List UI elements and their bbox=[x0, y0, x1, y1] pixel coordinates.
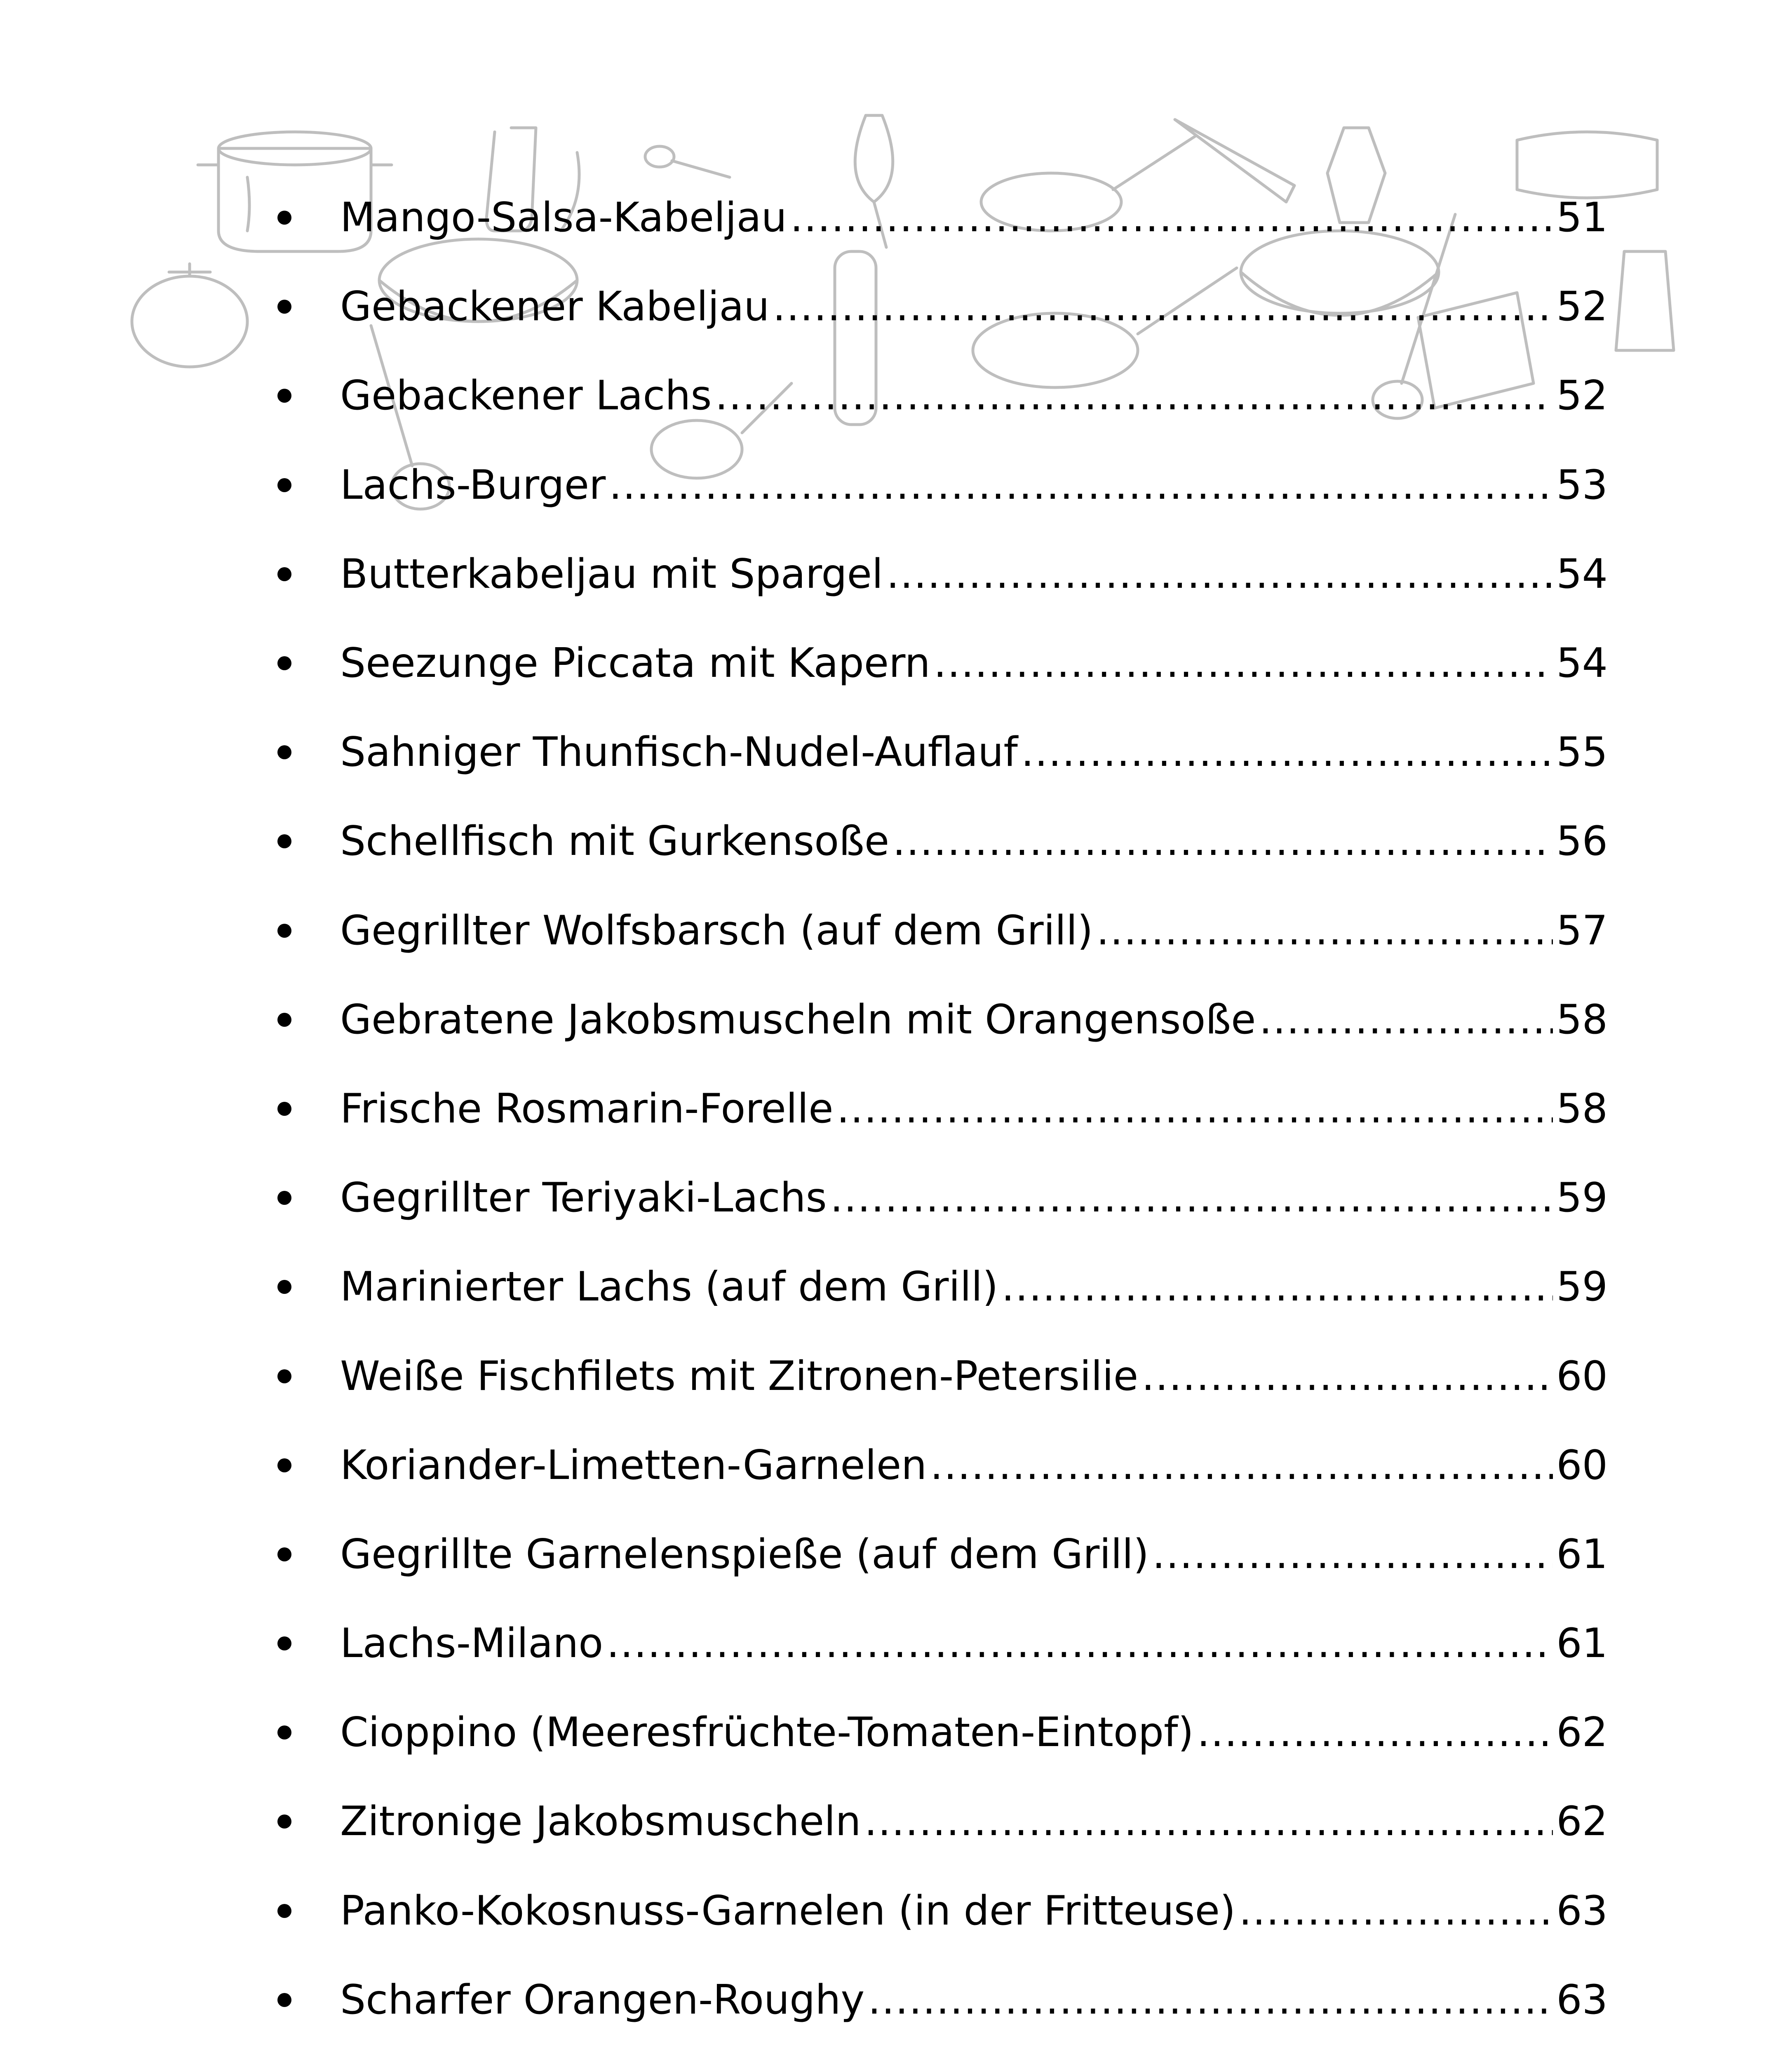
bullet-icon bbox=[277, 834, 291, 848]
toc-entry-line bbox=[340, 1085, 1608, 1132]
bullet-icon bbox=[277, 924, 291, 938]
bullet-icon bbox=[277, 478, 291, 492]
toc-entry[interactable] bbox=[280, 1064, 1608, 1153]
dot-leader bbox=[1197, 1712, 1553, 1753]
dot-leader bbox=[868, 1980, 1553, 2020]
toc-entry-page-number: 54 bbox=[1556, 550, 1608, 598]
toc-entry-line bbox=[340, 1441, 1608, 1489]
toc-entry-title: Lachs-Milano bbox=[340, 1620, 604, 1667]
toc-entry-page-number: 60 bbox=[1556, 1441, 1608, 1489]
toc-entry[interactable] bbox=[280, 1866, 1608, 1955]
toc-entry-line bbox=[340, 1620, 1608, 1667]
bullet-icon bbox=[277, 211, 291, 225]
toc-entry-page-number: 58 bbox=[1556, 996, 1608, 1043]
toc-entry-page-number: 61 bbox=[1556, 1530, 1608, 1578]
bullet-icon bbox=[277, 1636, 291, 1650]
toc-entry-line bbox=[340, 1352, 1608, 1400]
toc-entry[interactable] bbox=[280, 262, 1608, 351]
dot-leader bbox=[830, 1178, 1553, 1218]
bullet-icon bbox=[277, 1458, 291, 1472]
toc-entry-title: Gegrillter Wolfsbarsch (auf dem Grill) bbox=[340, 907, 1093, 954]
toc-entry-page-number: 53 bbox=[1556, 461, 1608, 509]
toc-entry-page-number: 57 bbox=[1556, 907, 1608, 954]
toc-entry-page-number: 54 bbox=[1556, 640, 1608, 687]
toc-entry-page-number: 61 bbox=[1556, 1620, 1608, 1667]
toc-entry-page-number: 55 bbox=[1556, 729, 1608, 776]
dot-leader bbox=[715, 376, 1553, 416]
spoon-icon bbox=[645, 146, 730, 177]
toc-entry-line bbox=[340, 1530, 1608, 1578]
toc-entry[interactable] bbox=[280, 886, 1608, 975]
dot-leader bbox=[790, 197, 1553, 238]
toc-entry-title: Gebratene Jakobsmuscheln mit Orangensoße bbox=[340, 996, 1256, 1043]
toc-entry-line bbox=[340, 1976, 1608, 2023]
grater-icon bbox=[1616, 251, 1674, 350]
toc-entry-line bbox=[340, 907, 1608, 954]
toc-entry-title: Scharfer Orangen-Roughy bbox=[340, 1976, 865, 2023]
toc-entry-line bbox=[340, 1174, 1608, 1222]
bullet-icon bbox=[277, 300, 291, 314]
dot-leader bbox=[1259, 1000, 1553, 1040]
dot-leader bbox=[1021, 732, 1553, 772]
toc-entry-title: Panko-Kokosnuss-Garnelen (in der Fritteuse) bbox=[340, 1887, 1236, 1934]
toc-entry-title: Sahniger Thunfisch-Nudel-Auflauf bbox=[340, 729, 1018, 776]
dot-leader bbox=[886, 554, 1553, 594]
toc-entry-line bbox=[340, 818, 1608, 865]
dot-leader bbox=[864, 1801, 1553, 1842]
toc-entry[interactable] bbox=[280, 1688, 1608, 1777]
toc-entry[interactable] bbox=[280, 1153, 1608, 1242]
bullet-icon bbox=[277, 1280, 291, 1294]
toc-entry-title: Lachs-Burger bbox=[340, 461, 606, 509]
dot-leader bbox=[1239, 1891, 1553, 1931]
toc-entry-title: Frische Rosmarin-Forelle bbox=[340, 1085, 834, 1132]
bullet-icon bbox=[277, 1191, 291, 1205]
table-of-contents bbox=[280, 173, 1608, 2061]
dot-leader bbox=[609, 465, 1553, 505]
toc-entry-line bbox=[340, 996, 1608, 1043]
toc-entry-page-number: 59 bbox=[1556, 1263, 1608, 1311]
toc-entry-line bbox=[340, 1798, 1608, 1845]
toc-entry-title: Butterkabeljau mit Spargel bbox=[340, 550, 883, 598]
toc-entry[interactable] bbox=[280, 441, 1608, 530]
toc-entry-page-number: 63 bbox=[1556, 1887, 1608, 1934]
toc-entry-page-number: 52 bbox=[1556, 283, 1608, 331]
toc-entry[interactable] bbox=[280, 173, 1608, 262]
toc-entry-title: Cioppino (Meeresfrüchte-Tomaten-Eintopf) bbox=[340, 1709, 1194, 1756]
toc-entry-page-number: 51 bbox=[1556, 194, 1608, 242]
toc-entry-line bbox=[340, 550, 1608, 598]
toc-entry-line bbox=[340, 372, 1608, 420]
toc-entry-page-number: 60 bbox=[1556, 1352, 1608, 1400]
toc-entry[interactable] bbox=[280, 975, 1608, 1064]
toc-entry-title: Gebackener Lachs bbox=[340, 372, 712, 420]
dot-leader bbox=[1141, 1356, 1553, 1397]
bullet-icon bbox=[277, 1013, 291, 1027]
toc-entry-title: Weiße Fischfilets mit Zitronen-Petersilie bbox=[340, 1352, 1139, 1400]
bullet-icon bbox=[277, 1102, 291, 1116]
toc-entry-page-number: 56 bbox=[1556, 818, 1608, 865]
toc-entry-page-number: 62 bbox=[1556, 1798, 1608, 1845]
toc-entry-title: Gegrillte Garnelenspieße (auf dem Grill) bbox=[340, 1530, 1149, 1578]
bullet-icon bbox=[277, 1904, 291, 1918]
toc-entry[interactable] bbox=[280, 351, 1608, 440]
dot-leader bbox=[1097, 911, 1553, 951]
dot-leader bbox=[773, 286, 1553, 327]
bullet-icon bbox=[277, 1815, 291, 1829]
toc-entry-title: Koriander-Limetten-Garnelen bbox=[340, 1441, 927, 1489]
toc-entry-page-number: 58 bbox=[1556, 1085, 1608, 1132]
bullet-icon bbox=[277, 567, 291, 581]
dot-leader bbox=[836, 1089, 1553, 1129]
toc-entry[interactable] bbox=[280, 1955, 1608, 2045]
bullet-icon bbox=[277, 1547, 291, 1561]
toc-entry-line bbox=[340, 283, 1608, 331]
dot-leader bbox=[930, 1445, 1553, 1486]
dot-leader bbox=[892, 821, 1553, 861]
bullet-icon bbox=[277, 1369, 291, 1383]
toc-entry-title: Marinierter Lachs (auf dem Grill) bbox=[340, 1263, 998, 1311]
toc-entry[interactable] bbox=[280, 619, 1608, 708]
toc-entry[interactable] bbox=[280, 1510, 1608, 1599]
dot-leader bbox=[934, 643, 1553, 683]
toc-entry-title: Seezunge Piccata mit Kapern bbox=[340, 640, 930, 687]
toc-entry[interactable] bbox=[280, 1331, 1608, 1420]
bullet-icon bbox=[277, 389, 291, 403]
toc-entry-line bbox=[340, 640, 1608, 687]
toc-entry[interactable] bbox=[280, 530, 1608, 619]
toc-entry[interactable] bbox=[280, 797, 1608, 886]
toc-entry-page-number: 52 bbox=[1556, 372, 1608, 420]
dot-leader bbox=[606, 1623, 1553, 1664]
toc-entry-line bbox=[340, 1709, 1608, 1756]
toc-entry[interactable] bbox=[280, 2045, 1608, 2061]
bullet-icon bbox=[277, 745, 291, 759]
dot-leader bbox=[1152, 1534, 1553, 1575]
toc-entry-line bbox=[340, 1263, 1608, 1311]
toc-entry[interactable] bbox=[280, 1421, 1608, 1510]
toc-entry-title: Schellfisch mit Gurkensoße bbox=[340, 818, 890, 865]
toc-entry-title: Gegrillter Teriyaki-Lachs bbox=[340, 1174, 827, 1222]
toc-entry-line bbox=[340, 1887, 1608, 1934]
toc-entry[interactable] bbox=[280, 1777, 1608, 1866]
bullet-icon bbox=[277, 1725, 291, 1739]
dot-leader bbox=[1001, 1267, 1553, 1307]
toc-entry-title: Zitronige Jakobsmuscheln bbox=[340, 1798, 861, 1845]
toc-entry[interactable] bbox=[280, 708, 1608, 797]
toc-entry-line bbox=[340, 461, 1608, 509]
toc-entry-title: Gebackener Kabeljau bbox=[340, 283, 770, 331]
toc-entry[interactable] bbox=[280, 1242, 1608, 1331]
toc-entry-page-number: 59 bbox=[1556, 1174, 1608, 1222]
toc-entry-line bbox=[340, 194, 1608, 242]
sugar-bowl-icon bbox=[132, 264, 247, 367]
toc-entry-line bbox=[340, 729, 1608, 776]
toc-entry-page-number: 63 bbox=[1556, 1976, 1608, 2023]
toc-entry-page-number: 62 bbox=[1556, 1709, 1608, 1756]
bullet-icon bbox=[277, 1993, 291, 2007]
toc-entry[interactable] bbox=[280, 1599, 1608, 1688]
bullet-icon bbox=[277, 656, 291, 670]
toc-entry-title: Mango-Salsa-Kabeljau bbox=[340, 194, 787, 242]
